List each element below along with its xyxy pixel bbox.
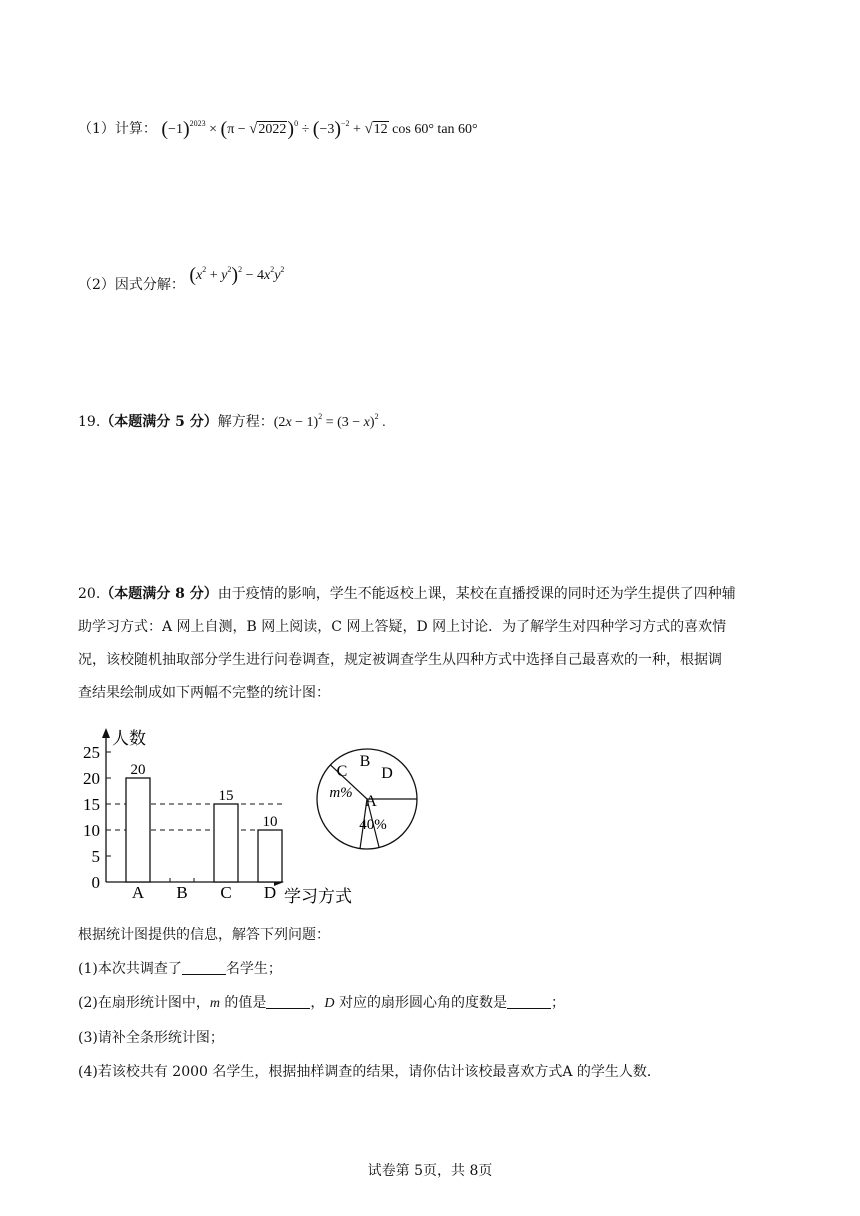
q20-sub2-text-b: 的值是 [219,995,267,1011]
y-tick-label: 5 [91,847,100,866]
q20-sub2 [78,986,788,1021]
page-footer: 试卷第 5页，共 8页 [367,1163,493,1179]
q20-sub2-text-e: ； [551,995,565,1011]
bar-A [126,778,150,882]
q20-intro [78,578,788,710]
q19 [78,411,386,431]
q18-part1-expression: $(-1)^{2023} \times (\pi - √2022)^0 \div (-3)^{-2} + √12$ cos 60° tan 60° [161,118,478,140]
bar-C [214,804,238,882]
q18-part1-label: （1）计算： [78,121,157,137]
q20-sub2-var-d: D [324,996,335,1011]
pie-chart [310,742,424,856]
bar-chart-marks [126,762,282,902]
q20-answer-prompt: 根据统计图提供的信息，解答下列问题： [78,927,330,943]
q19-text: 解方程： [217,414,274,430]
bar-data-label-A: 20 [130,762,146,778]
q19-number: 19. [78,414,101,430]
q20-intro-4: 查结果绘制成如下两幅不完整的统计图： [78,685,330,701]
bar-category-A: A [131,883,145,902]
bar-data-label-D: 10 [262,814,278,830]
y-tick-label: 20 [83,769,100,788]
bar-category-B: B [176,883,188,902]
q20-sub1-text-b: 名学生； [225,961,282,977]
q20-sub1-text-a: (1)本次共调查了 [78,961,182,977]
q20-sub2-blank-angle[interactable] [507,996,551,1009]
q20-intro-1: 由于疫情的影响，学生不能返校上课，某校在直播授课的同时还为学生提供了四种辅 [217,586,736,602]
q20-sub2-text-d: 对应的扇形圆心角的度数是 [334,995,507,1011]
bar-category-C: C [220,883,232,902]
bar-chart-ylabel: 人数 [112,729,146,748]
q20-questions [78,918,788,1089]
pie-chart-marks [317,749,417,849]
pie-label-C: C [336,763,348,780]
y-tick-label: 0 [91,873,100,892]
y-tick-label: 10 [83,821,100,840]
q18-part1 [78,118,478,141]
q19-points: （本题满分 5 分） [100,414,218,430]
y-tick-label: 25 [83,743,100,762]
q20-intro-3: 况，该校随机抽取部分学生进行问卷调查，规定被调查学生从四种方式中选择自己最喜欢的一种，根据调 [78,652,722,668]
pie-slice-label-C: m% [329,785,353,801]
q20-intro-2: 助学习方式：A 网上自测，B 网上阅读，C 网上答疑，D 网上讨论．为了解学生对四种学习方式的喜欢情 [78,619,727,635]
y-axis-arrow [102,728,110,738]
pie-label-A: A [365,793,377,810]
q20-sub1 [78,952,788,986]
bar-D [258,830,282,882]
pie-label-D: D [381,765,393,782]
q20-sub2-blank-m[interactable] [266,996,310,1009]
y-tick-label: 15 [83,795,100,814]
bar-chart-xlabel: 学习方式 [284,887,352,906]
q20-sub3: (3)请补全条形统计图； [78,1030,224,1046]
bar-chart-axes [83,728,286,892]
pie-label-B: B [359,753,371,770]
q20-sub1-blank[interactable] [182,962,226,975]
bar-category-D: D [263,883,277,902]
q18-part2-expression: $(x^2 + y^2)^2 - 4x^2y^2$ [189,264,285,286]
q18-part2-label: （2）因式分解： [78,277,185,293]
q20-points: （本题满分 8 分） [100,586,218,602]
q18-part2 [78,264,285,293]
q20-sub2-var-m: m [209,996,220,1011]
pie-slice-label-A: 40% [359,817,387,833]
q20-sub4: (4)若该校共有 2000 名学生，根据抽样调查的结果，请你估计该校最喜欢方式A 的学生人数． [78,1064,661,1080]
q20-sub2-text-a: (2)在扇形统计图中， [78,995,210,1011]
q20-number: 20. [78,586,101,602]
q19-equation: $(2x - 1)^2 = (3 - x)^2$ . [273,412,386,430]
bar-data-label-C: 15 [218,788,234,804]
q20-sub2-text-c: ， [310,995,325,1011]
